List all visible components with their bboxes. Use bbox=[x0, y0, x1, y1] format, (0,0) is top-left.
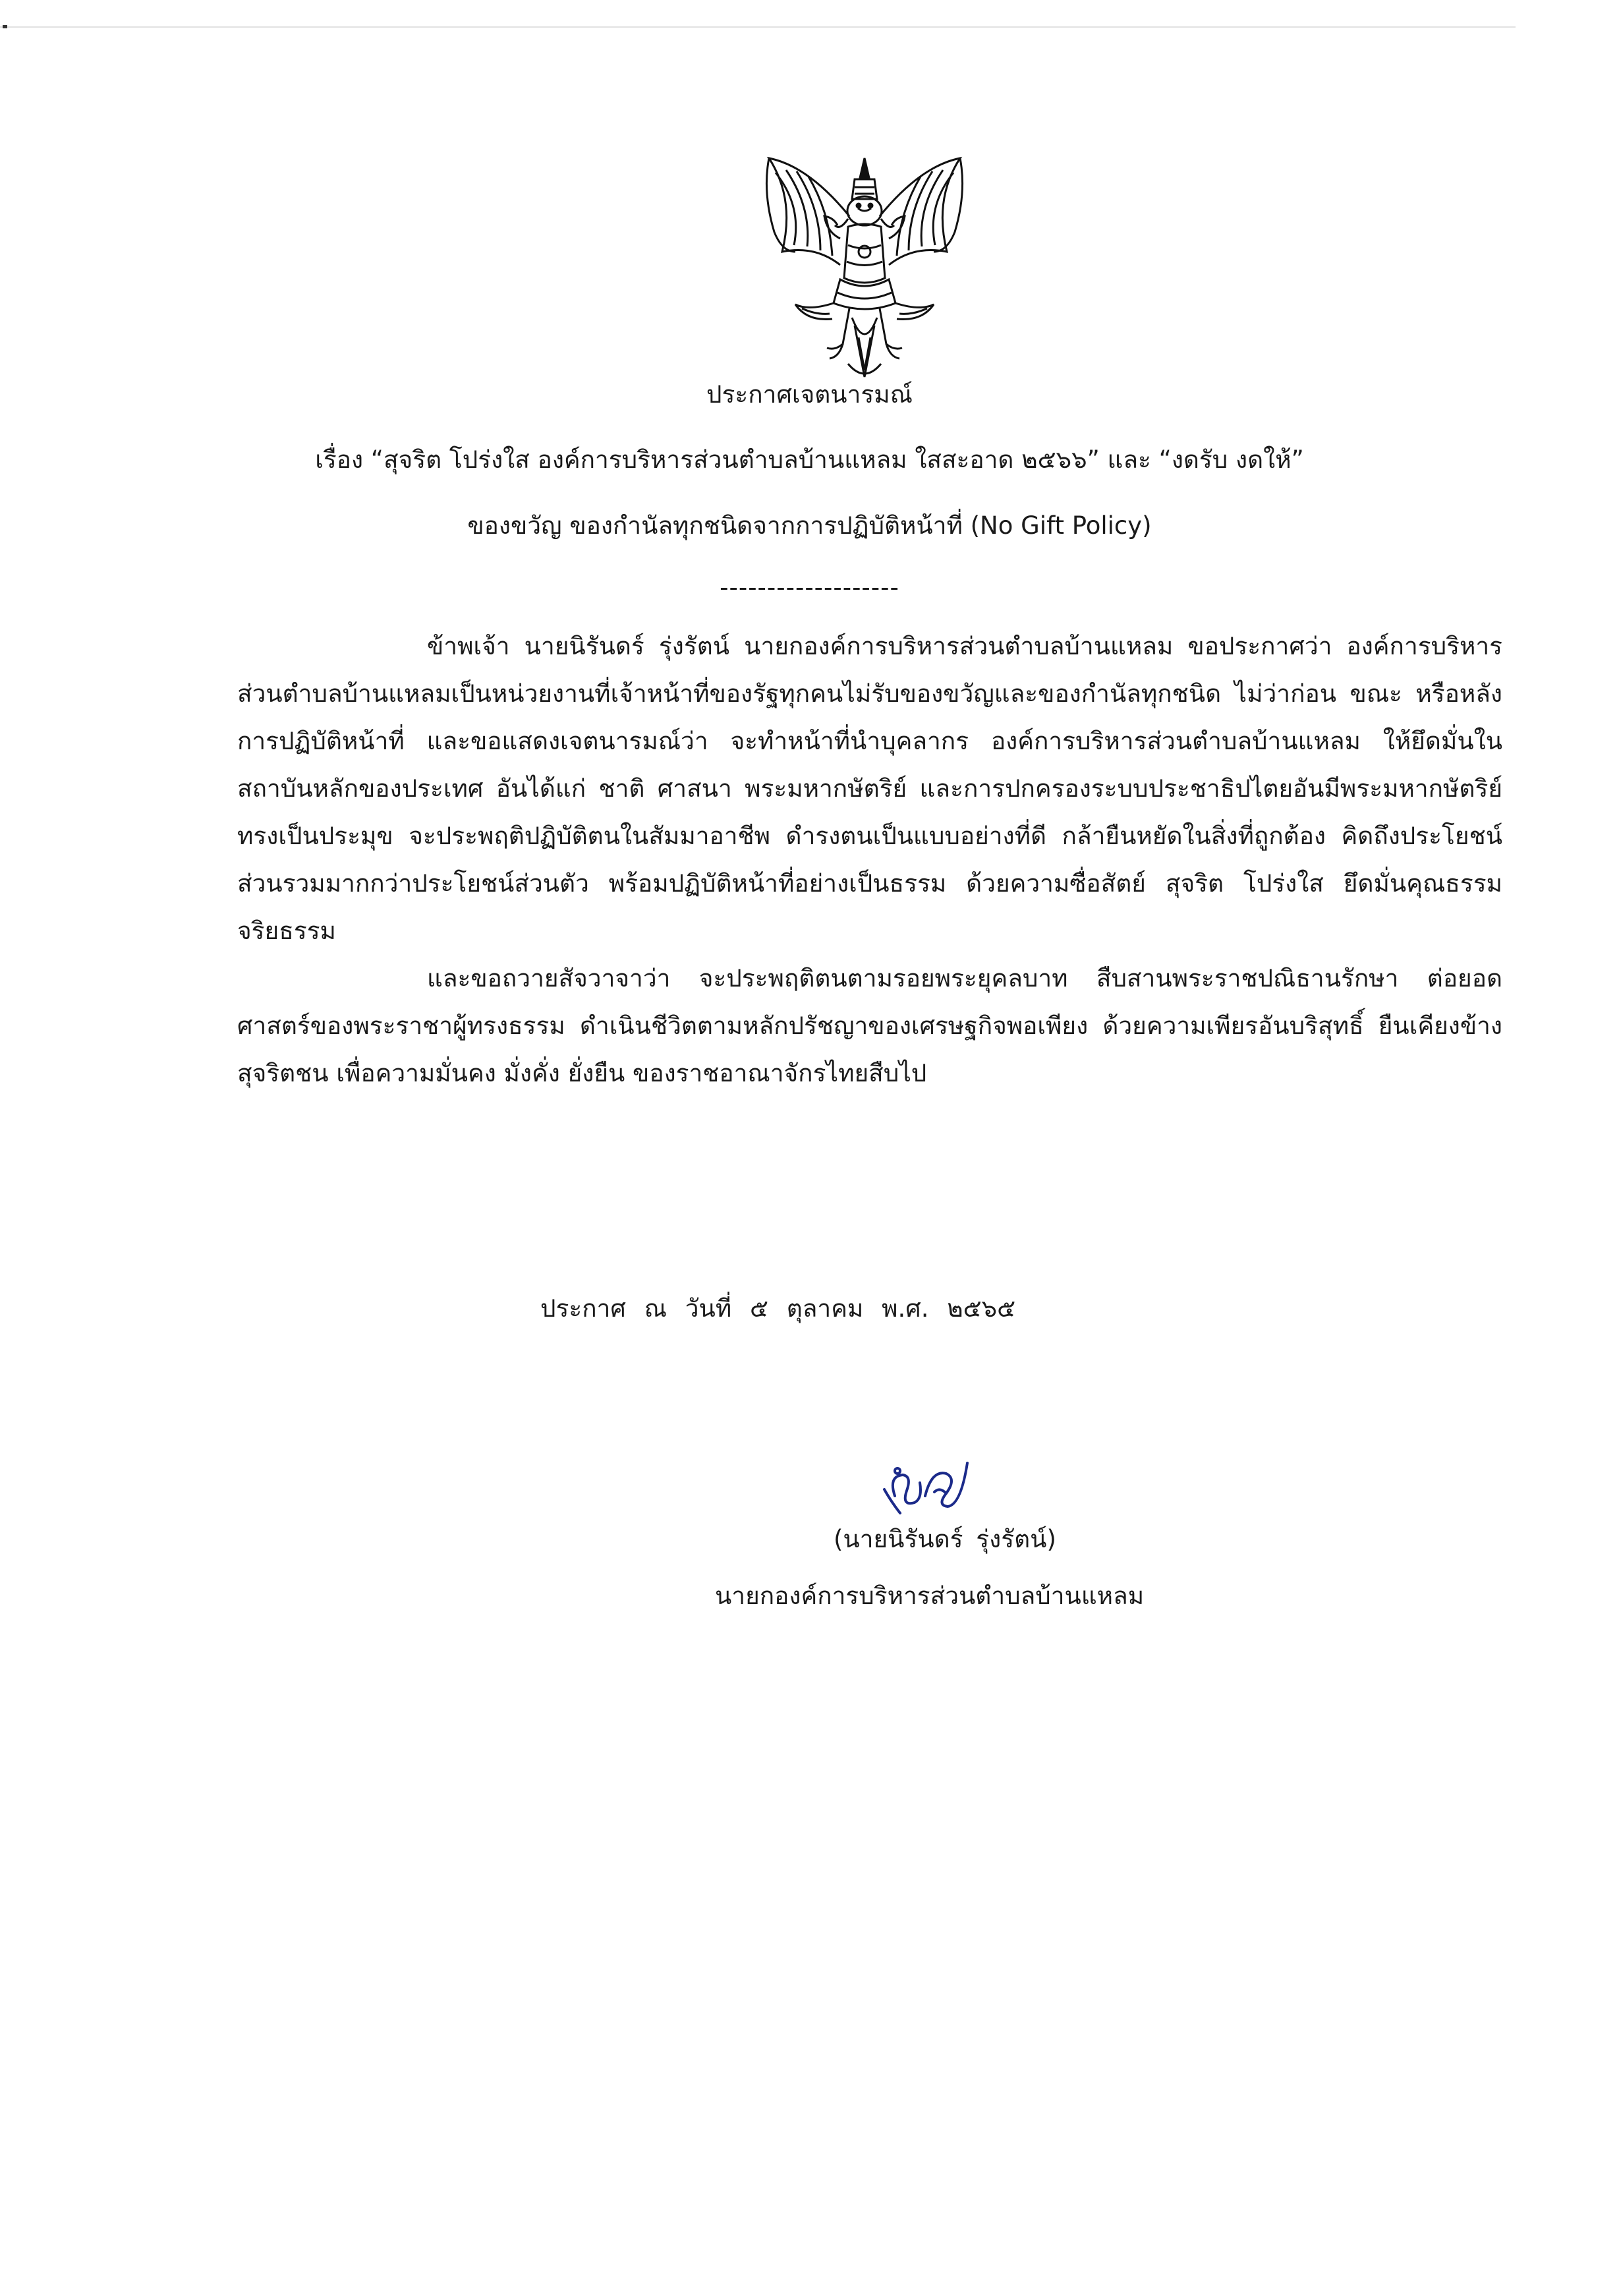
scan-edge-mark bbox=[3, 25, 7, 28]
paragraph-declaration: ข้าพเจ้า นายนิรันดร์ รุ่งรัตน์ นายกองค์การบริหารส่วนตำบลบ้านแหลม ขอประกาศว่า องค์การบริหารส่วนตำบลบ้านแหลมเป็นหน่วยงานที่เจ้าหน้าที่ของรัฐทุกคนไม่รับของขวัญและของกำนัลทุกชนิด ไม่ว่าก่อน ขณะ หรือหลังการปฏิบัติหน้าที่ และขอแสดงเจตนารมณ์ว่า จะทำหน้าที่นำบุคลากร องค์การบริหารส่วนตำบลบ้านแหลม ให้ยึดมั่นในสถาบันหลักของประเทศ อันได้แก่ ชาติ ศาสนา พระมหากษัตริย์ และการปกครองระบบประชาธิปไตยอันมีพระมหากษัตริย์ทรงเป็นประมุข จะประพฤติปฏิบัติตนในสัมมาอาชีพ ดำรงตนเป็นแบบอย่างที่ดี กล้ายืนหยัดในสิ่งที่ถูกต้อง คิดถึงประโยชน์ส่วนรวมมากกว่าประโยชน์ส่วนตัว พร้อมปฏิบัติหน้าที่อย่างเป็นธรรม ด้วยความซื่อสัตย์ สุจริต โปร่งใส ยึดมั่นคุณธรรม จริยธรรม bbox=[237, 632, 1502, 945]
signatory-name: (นายนิรันดร์ รุ่งรัตน์) bbox=[834, 1525, 1056, 1553]
garuda-emblem-icon bbox=[756, 153, 973, 387]
signatory-title: นายกองค์การบริหารส่วนตำบลบ้านแหลม bbox=[715, 1582, 1145, 1610]
paragraph-oath: และขอถวายสัจวาจาว่า จะประพฤติตนตามรอยพระยุคลบาท สืบสานพระราชปณิธานรักษา ต่อยอดศาสตร์ของพระราชาผู้ทรงธรรม ดำเนินชีวิตตามหลักปรัชญาของเศรษฐกิจพอเพียง ด้วยความเพียรอันบริสุทธิ์ ยืนเคียงข้างสุจริตชน เพื่อความมั่นคง มั่งคั่ง ยั่งยืน ของราชอาณาจักรไทยสืบไป bbox=[237, 964, 1502, 1087]
document-heading: ประกาศเจตนารมณ์ bbox=[706, 380, 913, 409]
announcement-date: ประกาศ ณ วันที่ ๕ ตุลาคม พ.ศ. ๒๕๖๕ bbox=[540, 1294, 1016, 1323]
handwritten-signature bbox=[868, 1450, 980, 1522]
subject-line-1: เรื่อง “สุจริต โปร่งใส องค์การบริหารส่วนตำบลบ้านแหลม ใสสะอาด ๒๕๖๖” และ “งดรับ งดให้” bbox=[315, 445, 1304, 474]
body-text bbox=[237, 623, 1502, 1097]
scan-edge-line bbox=[0, 26, 1516, 28]
separator-line: ------------------- bbox=[720, 573, 899, 602]
subject-line-2: ของขวัญ ของกำนัลทุกชนิดจากการปฏิบัติหน้าที่ (No Gift Policy) bbox=[467, 511, 1152, 540]
